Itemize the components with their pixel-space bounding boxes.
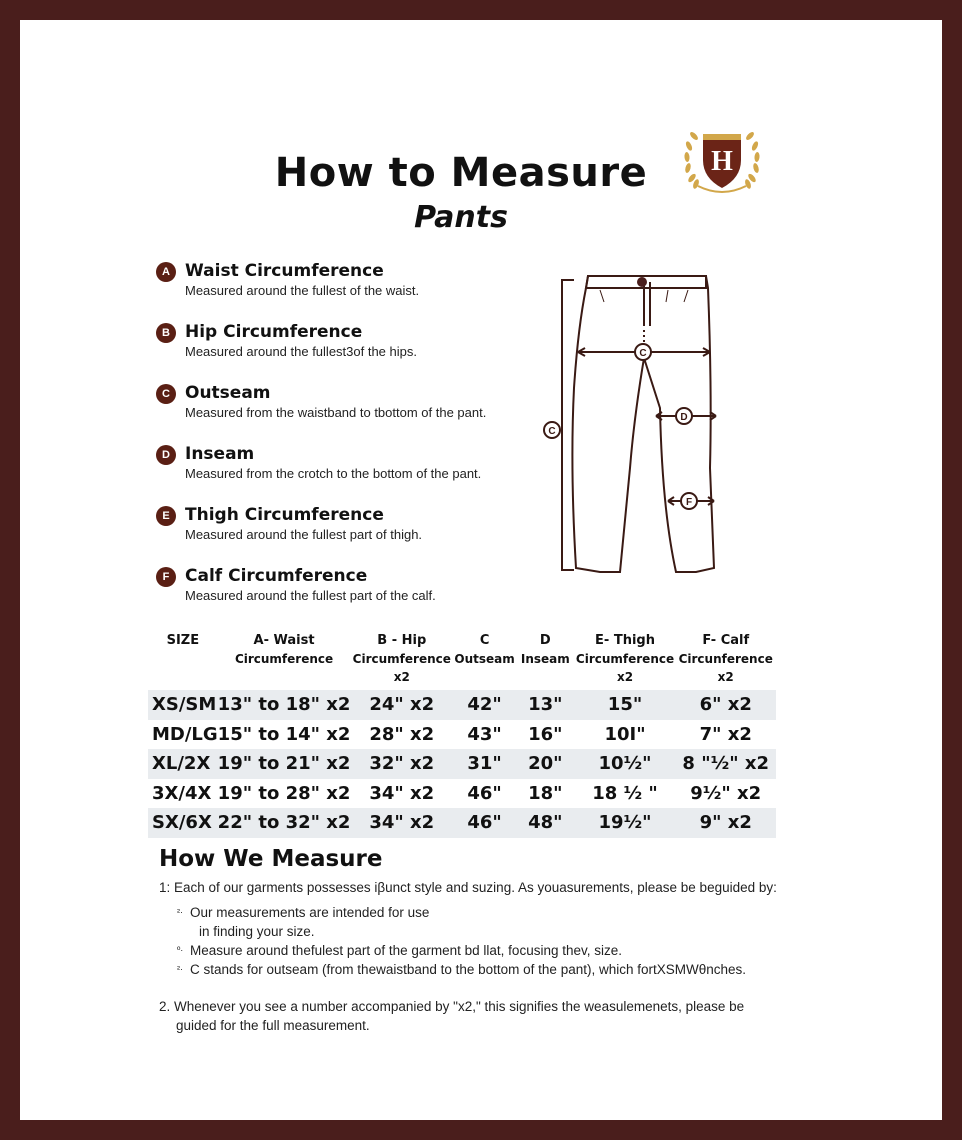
size-guide-sheet <box>20 20 942 1120</box>
diagram-label-c-outseam <box>544 422 560 438</box>
table-cell: 18 ½ " <box>592 782 658 804</box>
table-cell: 42" <box>453 690 516 720</box>
table-cell: 10I" <box>604 723 646 745</box>
diagram-label-c-top <box>637 277 647 287</box>
table-row <box>148 808 776 838</box>
table-cell: 9" x2 <box>675 808 776 838</box>
table-cell: 31" <box>453 749 516 779</box>
table-cell: 15" to 14" x2 <box>217 723 351 745</box>
table-header-row <box>148 632 776 690</box>
definition-description: Measured around the fullest part of thigh. <box>185 527 423 542</box>
definition-title: Hip Circumference <box>185 322 363 342</box>
logo-letter: H <box>711 146 733 177</box>
table-row <box>148 749 776 779</box>
table-cell: XL/2X <box>148 749 218 779</box>
diagram-label-f-calf <box>681 493 697 509</box>
table-cell: 18" <box>528 782 563 804</box>
table-cell: 22" to 32" x2 <box>218 808 351 838</box>
list-item: º· Measure around thefulest part of the garment bd llat, focusing thev, size. <box>177 943 622 958</box>
how-we-measure-paragraph-1: 1: Each of our garments possesses iβunct style and suzing. As youasurements, please be beguided by: <box>159 880 777 895</box>
table-row <box>148 720 776 750</box>
table-cell: 3X/4X <box>152 782 212 804</box>
table-cell: 13" <box>516 690 575 720</box>
badge-d: D <box>156 445 176 465</box>
diagram-label-d-thigh <box>676 408 692 424</box>
column-header-calf: F- Calf Circunference x2 <box>678 633 773 684</box>
table-row <box>148 779 776 809</box>
measurement-definitions <box>156 260 536 626</box>
definition-title: Inseam <box>185 444 255 464</box>
list-item: ²· Our measurements are intended for use <box>177 905 430 920</box>
table-cell: 34" x2 <box>369 782 435 804</box>
badge-b: B <box>156 323 176 343</box>
definition-outseam <box>156 382 536 443</box>
badge-a: A <box>156 262 176 282</box>
list-item: ²· C stands for outseam (from thewaistband to the bottom of the pant), which fortΧSMWθnches. <box>177 962 747 977</box>
definition-description: Measured from the waistband to tbottom of the pant. <box>185 405 487 420</box>
column-header-waist: A- Waist Circumference <box>234 633 334 666</box>
badge-c: C <box>156 384 176 404</box>
table-cell: 46" <box>467 782 502 804</box>
svg-text:F: F <box>685 497 693 508</box>
definition-title: Outseam <box>185 383 271 403</box>
table-cell: 7" x2 <box>699 723 752 745</box>
definition-calf <box>156 565 536 626</box>
svg-text:C: C <box>639 348 647 359</box>
pants-diagram <box>538 268 728 580</box>
table-cell: 19" to 21" x2 <box>218 749 351 779</box>
table-cell: SX/6X <box>148 808 218 838</box>
table-cell: MD/LG <box>152 723 218 745</box>
table-cell: 15" <box>575 690 676 720</box>
column-header-inseam: D Inseam <box>520 633 570 666</box>
badge-f: F <box>156 567 176 587</box>
list-item-continuation: in finding your size. <box>199 924 315 939</box>
definition-hip <box>156 321 536 382</box>
table-cell: XS/SM <box>148 690 218 720</box>
table-cell: 43" <box>467 723 502 745</box>
definition-description: Measured around the fullest part of the calf. <box>185 588 436 603</box>
table-cell: 20" <box>516 749 575 779</box>
how-we-measure-paragraph-2: 2. Whenever you see a number accompanied by "x2," this signifies the weasulemenets, please be guided for the full measurement. <box>159 999 745 1033</box>
table-cell: 19½" <box>575 808 676 838</box>
definition-description: Measured from the crotch to the bottom of the pant. <box>185 466 482 481</box>
table-cell: 28" x2 <box>369 723 435 745</box>
svg-text:D: D <box>680 412 688 423</box>
table-cell: 10½" <box>575 749 676 779</box>
table-cell: 46" <box>453 808 516 838</box>
definition-inseam <box>156 443 536 504</box>
brand-crest-logo <box>680 124 764 200</box>
diagram-label-c-hip <box>635 344 651 360</box>
table-cell: 24" x2 <box>350 690 453 720</box>
definition-title: Thigh Circumference <box>185 505 384 525</box>
table-cell: 8 "½" x2 <box>675 749 776 779</box>
size-chart-table <box>148 632 776 838</box>
svg-text:C: C <box>548 426 556 437</box>
column-header-outseam: C Outseam <box>454 633 515 666</box>
how-we-measure-section <box>159 878 779 1035</box>
table-cell: 34" x2 <box>350 808 453 838</box>
table-cell: 13" to 18" x2 <box>218 690 351 720</box>
table-row <box>148 690 776 720</box>
how-we-measure-title: How We Measure <box>159 846 383 872</box>
table-cell: 19" to 28" x2 <box>217 782 351 804</box>
how-we-measure-list <box>159 903 779 979</box>
badge-e: E <box>156 506 176 526</box>
table-cell: 9½" x2 <box>690 782 762 804</box>
definition-title: Waist Circumference <box>185 261 384 281</box>
table-cell: 48" <box>516 808 575 838</box>
definition-thigh <box>156 504 536 565</box>
definition-description: Measured around the fullest of the waist. <box>185 283 420 298</box>
definition-title: Calf Circumference <box>185 566 368 586</box>
table-cell: 16" <box>528 723 563 745</box>
definition-description: Measured around the fullest3of the hips. <box>185 344 417 359</box>
page-title: How to Measure <box>274 150 648 196</box>
table-cell: 6" x2 <box>675 690 776 720</box>
definition-waist <box>156 260 536 321</box>
column-header-thigh: E- Thigh Circumference x2 <box>575 633 675 684</box>
column-header-size: SIZE <box>166 633 200 648</box>
page-subtitle: Pants <box>414 200 508 235</box>
table-cell: 32" x2 <box>350 749 453 779</box>
column-header-hip: B - Hip Circumference x2 <box>352 633 451 684</box>
